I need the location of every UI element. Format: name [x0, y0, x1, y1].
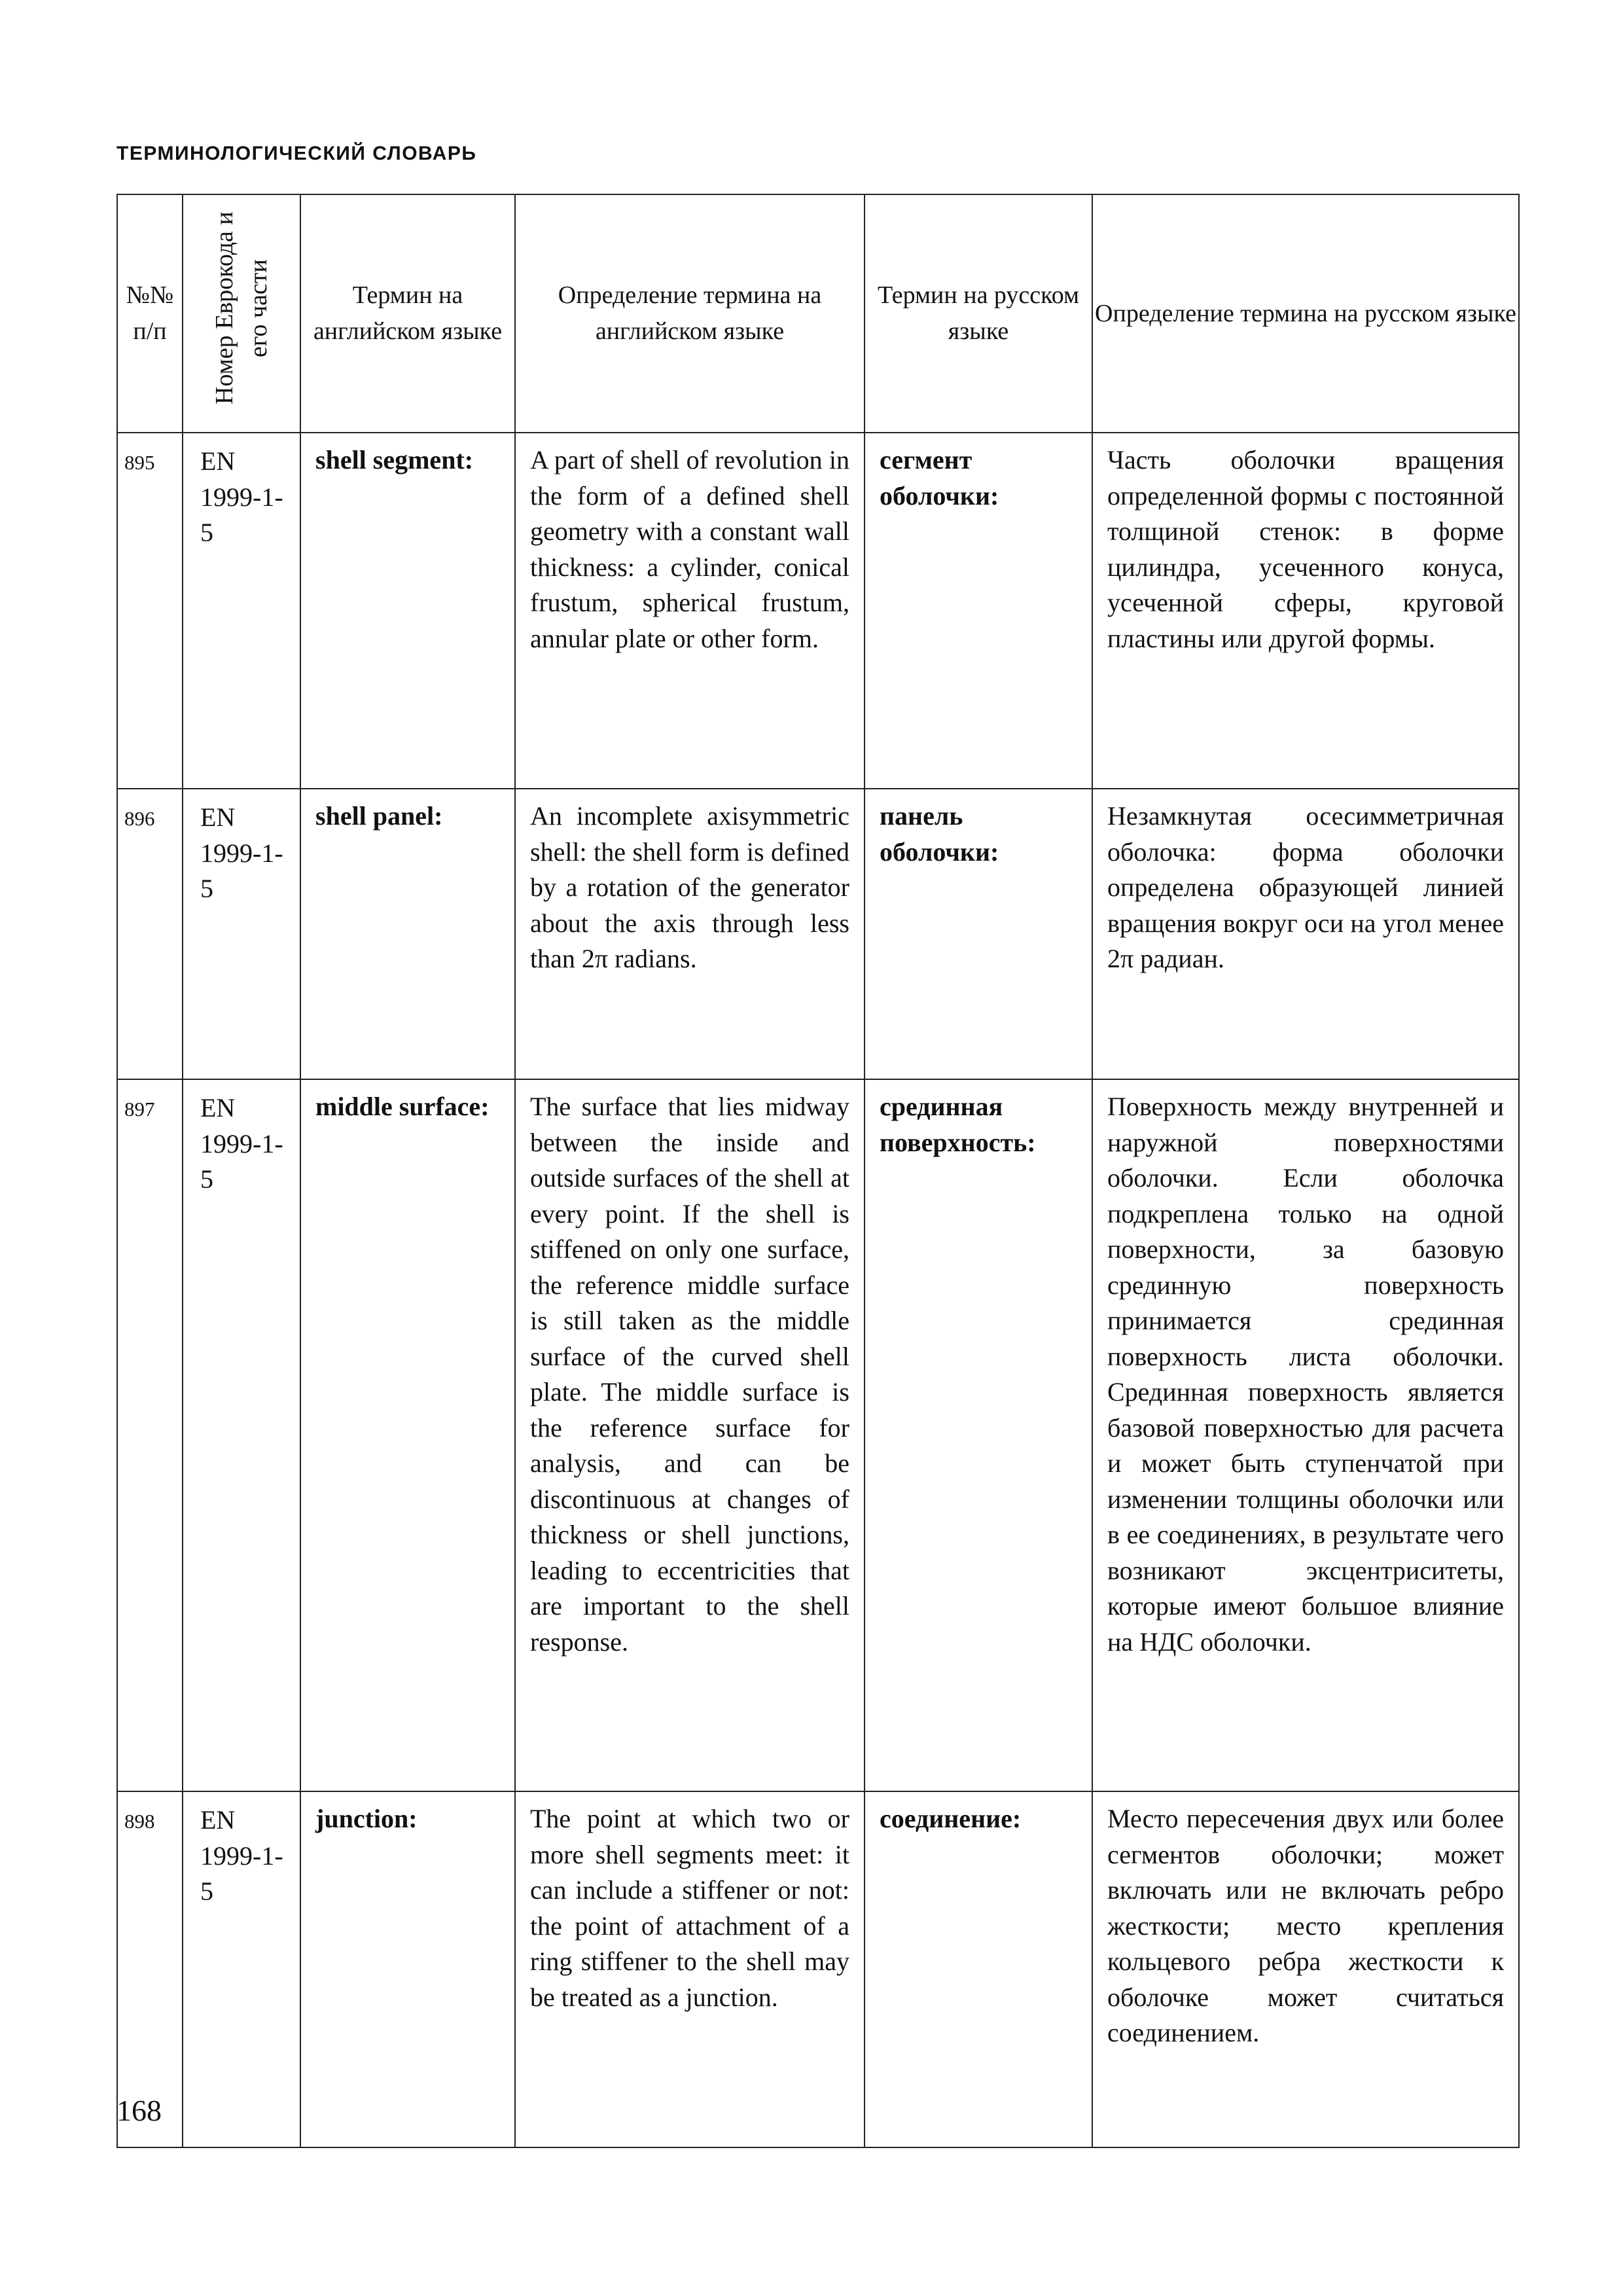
row-russian-term: панель оболочки: [865, 789, 1092, 1079]
header-eurocode [183, 194, 300, 433]
row-russian-term: соединение: [865, 1791, 1092, 2147]
row-eurocode: EN 1999-1-5 [183, 433, 300, 789]
row-number: 898 [117, 1791, 183, 2147]
row-english-definition: The point at which two or more shell segments meet: it can include a stiffener or not: the point of attachment of a ring stiffener to the shell may be treated as a junction. [515, 1791, 865, 2147]
table-row [117, 433, 1519, 789]
table-row [117, 1079, 1519, 1791]
row-english-definition: A part of shell of revolution in the form of a defined shell geometry with a constant wall thickness: a cylinder, conical frustum, spherical frustum, annular plate or other form. [515, 433, 865, 789]
row-number: 896 [117, 789, 183, 1079]
row-english-term: junction: [300, 1791, 515, 2147]
table-row [117, 789, 1519, 1079]
row-russian-definition: Часть оболочки вращения определенной формы с постоянной толщиной стенок: в форме цилиндра, усеченного конуса, усеченной сферы, круговой пластины или другой формы. [1092, 433, 1519, 789]
table-row [117, 1791, 1519, 2147]
header-english-definition-label: Определение термина на английском языке [558, 281, 822, 345]
row-russian-term: сегмент оболочки: [865, 433, 1092, 789]
header-russian-definition-label: Определение термина на русском языке [1095, 299, 1516, 327]
row-number: 895 [117, 433, 183, 789]
header-russian-term-label: Термин на русском языке [877, 281, 1080, 345]
page-number: 168 [116, 2094, 162, 2127]
glossary-table [116, 194, 1520, 2148]
row-number: 897 [117, 1079, 183, 1791]
row-russian-term: срединная поверхность: [865, 1079, 1092, 1791]
row-eurocode: EN 1999-1-5 [183, 1079, 300, 1791]
row-eurocode: EN 1999-1-5 [183, 1791, 300, 2147]
row-english-term: shell panel: [300, 789, 515, 1079]
header-russian-definition [1092, 194, 1519, 433]
header-english-term [300, 194, 515, 433]
row-russian-definition: Место пересечения двух или более сегментов оболочки; может включать или не включать ребро жесткости; место крепления кольцевого ребра жесткости к оболочке может считаться соединением. [1092, 1791, 1519, 2147]
row-english-term: middle surface: [300, 1079, 515, 1791]
header-number [117, 194, 183, 433]
row-eurocode: EN 1999-1-5 [183, 789, 300, 1079]
header-eurocode-label: Номер Еврокода и его части [211, 211, 272, 405]
header-english-term-label: Термин на английском языке [313, 281, 503, 345]
header-row [117, 194, 1519, 433]
header-number-line1: №№ [126, 281, 174, 309]
row-russian-definition: Незамкнутая осесимметричная оболочка: форма оболочки определена образующей линией вращения вокруг оси на угол менее 2π радиан. [1092, 789, 1519, 1079]
header-english-definition [515, 194, 865, 433]
row-russian-definition: Поверхность между внутренней и наружной поверхностями оболочки. Если оболочка подкреплена только на одной поверхности, за базовую срединную поверхность принимается срединная поверхность листа оболочки. Срединная поверхность является базовой поверхностью для расчета и может быть ступенчатой при изменении толщины оболочки или в ее соединениях, в результате чего возникают эксцентриситеты, которые имеют большое влияние на НДС оболочки. [1092, 1079, 1519, 1791]
row-english-term: shell segment: [300, 433, 515, 789]
header-russian-term [865, 194, 1092, 433]
row-english-definition: The surface that lies midway between the inside and outside surfaces of the shell at every point. If the shell is stiffened on only one surface, the reference middle surface is still taken as the middle surface of the curved shell plate. The middle surface is the reference surface for analysis, and can be discontinuous at changes of thickness or shell junctions, leading to eccentricities that are important to the shell response. [515, 1079, 865, 1791]
running-head: ТЕРМИНОЛОГИЧЕСКИЙ СЛОВАРЬ [116, 143, 477, 164]
row-english-definition: An incomplete axisymmetric shell: the shell form is defined by a rotation of the generator about the axis through less than 2π radians. [515, 789, 865, 1079]
header-number-line2: п/п [133, 317, 167, 345]
